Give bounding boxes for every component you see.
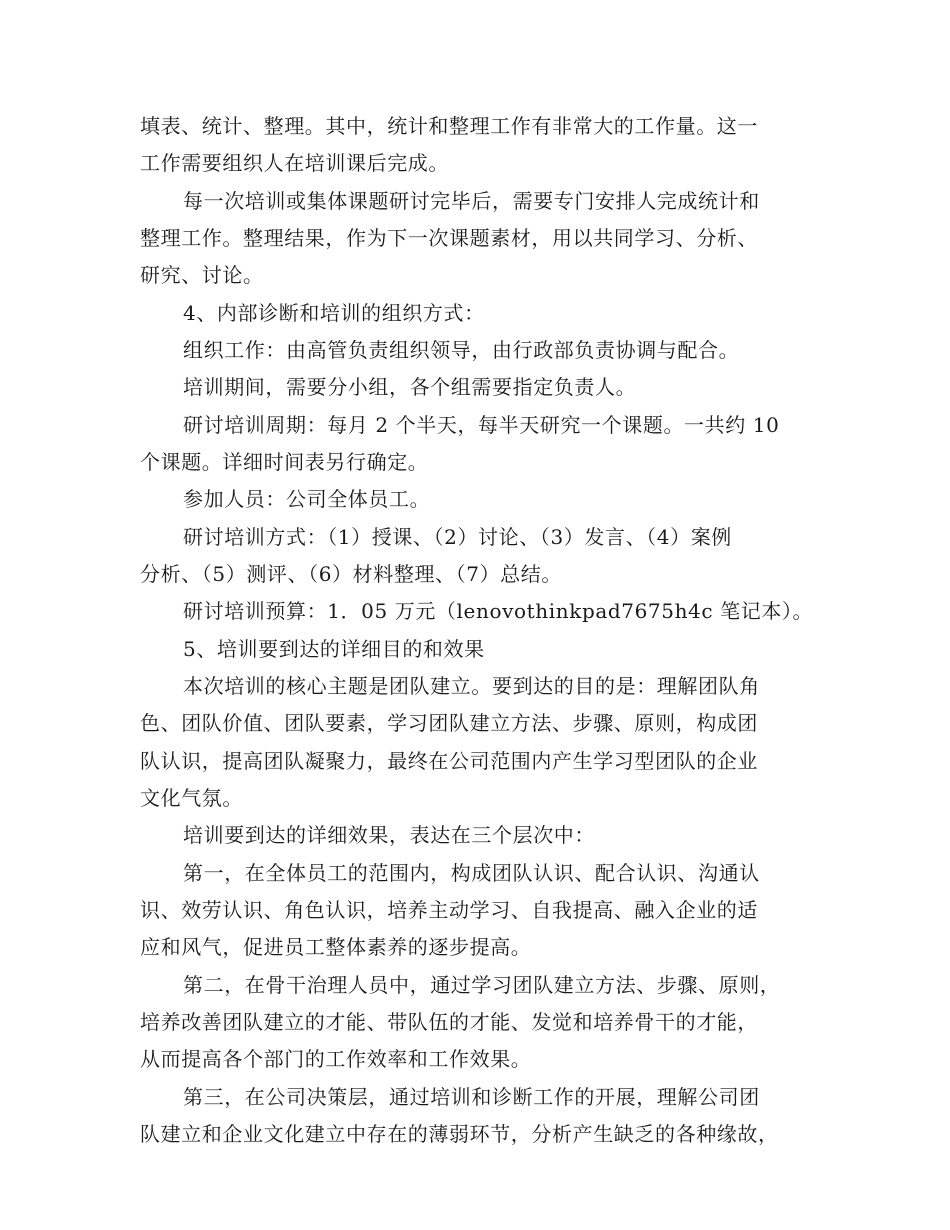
text-line: 整理工作。整理结果，作为下一次课题素材，用以共同学习、分析、 [140, 226, 758, 250]
text-line: 队认识，提高团队凝聚力，最终在公司范围内产生学习型团队的企业 [140, 749, 758, 773]
paragraph-start-line: 第二，在骨干治理人员中，通过学习团队建立方法、步骤、原则， [183, 973, 781, 997]
text-line: 工作需要组织人在培训课后完成。 [140, 151, 449, 175]
paragraph-start-line: 参加人员：公司全体员工。 [183, 487, 431, 511]
paragraph-start-line: 研讨培训预算：1．05 万元（lenovothinkpad7675h4c 笔记本）。 [183, 599, 814, 623]
paragraph-start-line: 第一，在全体员工的范围内，构成团队认识、配合认识、沟通认 [183, 861, 760, 885]
text-line: 队建立和企业文化建立中存在的薄弱环节，分析产生缺乏的各种缘故， [140, 1122, 779, 1146]
text-line: 从而提高各个部门的工作效率和工作效果。 [140, 1047, 532, 1071]
paragraph-start-line: 第三，在公司决策层，通过培训和诊断工作的开展，理解公司团 [183, 1085, 760, 1109]
paragraph-start-line: 培训期间，需要分小组，各个组需要指定负责人。 [183, 375, 637, 399]
text-line: 文化气氛。 [140, 786, 243, 810]
paragraph-start-line: 本次培训的核心主题是团队建立。要到达的目的是：理解团队角 [183, 674, 760, 698]
section-heading: 4、内部诊断和培训的组织方式： [183, 301, 485, 325]
text-line: 个课题。详细时间表另行确定。 [140, 450, 429, 474]
section-heading: 5、培训要到达的详细目的和效果 [183, 637, 485, 661]
paragraph-start-line: 培训要到达的详细效果，表达在三个层次中： [183, 823, 595, 847]
paragraph-start-line: 每一次培训或集体课题研讨完毕后，需要专门安排人完成统计和 [183, 189, 760, 213]
text-line: 色、团队价值、团队要素，学习团队建立方法、步骤、原则，构成团 [140, 711, 758, 735]
text-line: 识、效劳认识、角色认识，培养主动学习、自我提高、融入企业的适 [140, 898, 758, 922]
text-line: 培养改善团队建立的才能、带队伍的才能、发觉和培养骨干的才能， [140, 1010, 758, 1034]
text-line: 应和风气，促进员工整体素养的逐步提高。 [140, 935, 532, 959]
paragraph-start-line: 组织工作：由高管负责组织领导，由行政部负责协调与配合。 [183, 338, 740, 362]
text-line: 研究、讨论。 [140, 263, 264, 287]
text-line: 分析、（5）测评、（6）材料整理、（7）总结。 [140, 562, 562, 586]
paragraph-start-line: 研讨培训方式：（1）授课、（2）讨论、（3）发言、（4）案例 [183, 525, 732, 549]
paragraph-start-line: 研讨培训周期：每月 2 个半天，每半天研究一个课题。一共约 10 [183, 413, 780, 437]
text-line: 填表、统计、整理。其中，统计和整理工作有非常大的工作量。这一 [140, 114, 758, 138]
